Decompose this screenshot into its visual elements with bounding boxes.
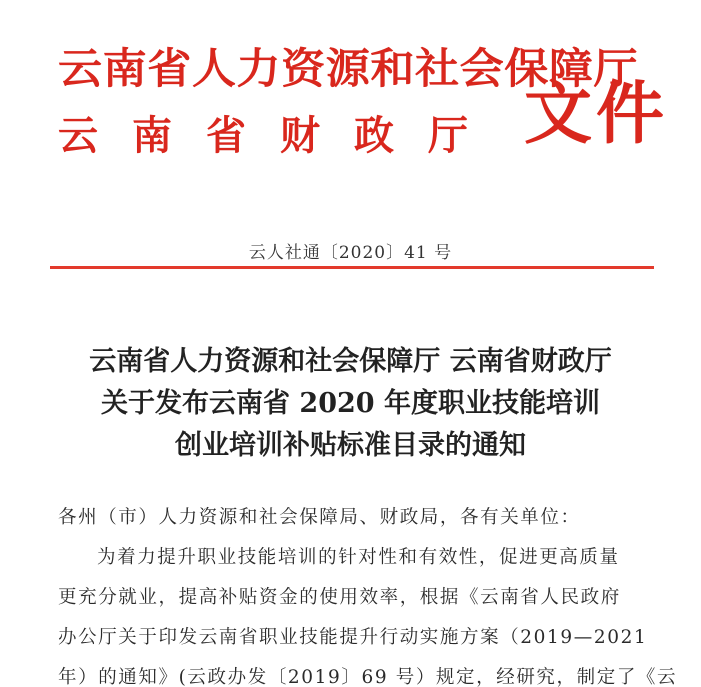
body-line: 更充分就业，提高补贴资金的使用效率，根据《云南省人民政府 — [58, 587, 621, 608]
title-line-2: 关于发布云南省 2020 年度职业技能培训 — [101, 388, 600, 419]
title-line-3: 创业培训补贴标准目录的通知 — [175, 430, 526, 461]
salutation: 各州（市）人力资源和社会保障局、财政局，各有关单位： — [58, 507, 581, 528]
body-line: 年）的通知》(云政办发〔2019〕69 号）规定，经研究，制定了《云 — [58, 667, 678, 687]
body-line: 为着力提升职业技能培训的针对性和有效性，促进更高质量 — [97, 547, 620, 568]
document-type-label: 文件 — [524, 74, 669, 154]
body-line: 办公厅关于印发云南省职业技能提升行动实施方案（2019—2021 — [58, 627, 648, 648]
title-line-1: 云南省人力资源和社会保障厅 云南省财政厅 — [89, 346, 612, 377]
red-divider-line — [50, 266, 654, 269]
issuer-name-finance: 云南省财政厅 — [58, 112, 502, 159]
issuer-name-hr: 云南省人力资源和社会保障厅 — [58, 44, 639, 93]
document-number: 云人社通〔2020〕41 号 — [248, 243, 453, 263]
